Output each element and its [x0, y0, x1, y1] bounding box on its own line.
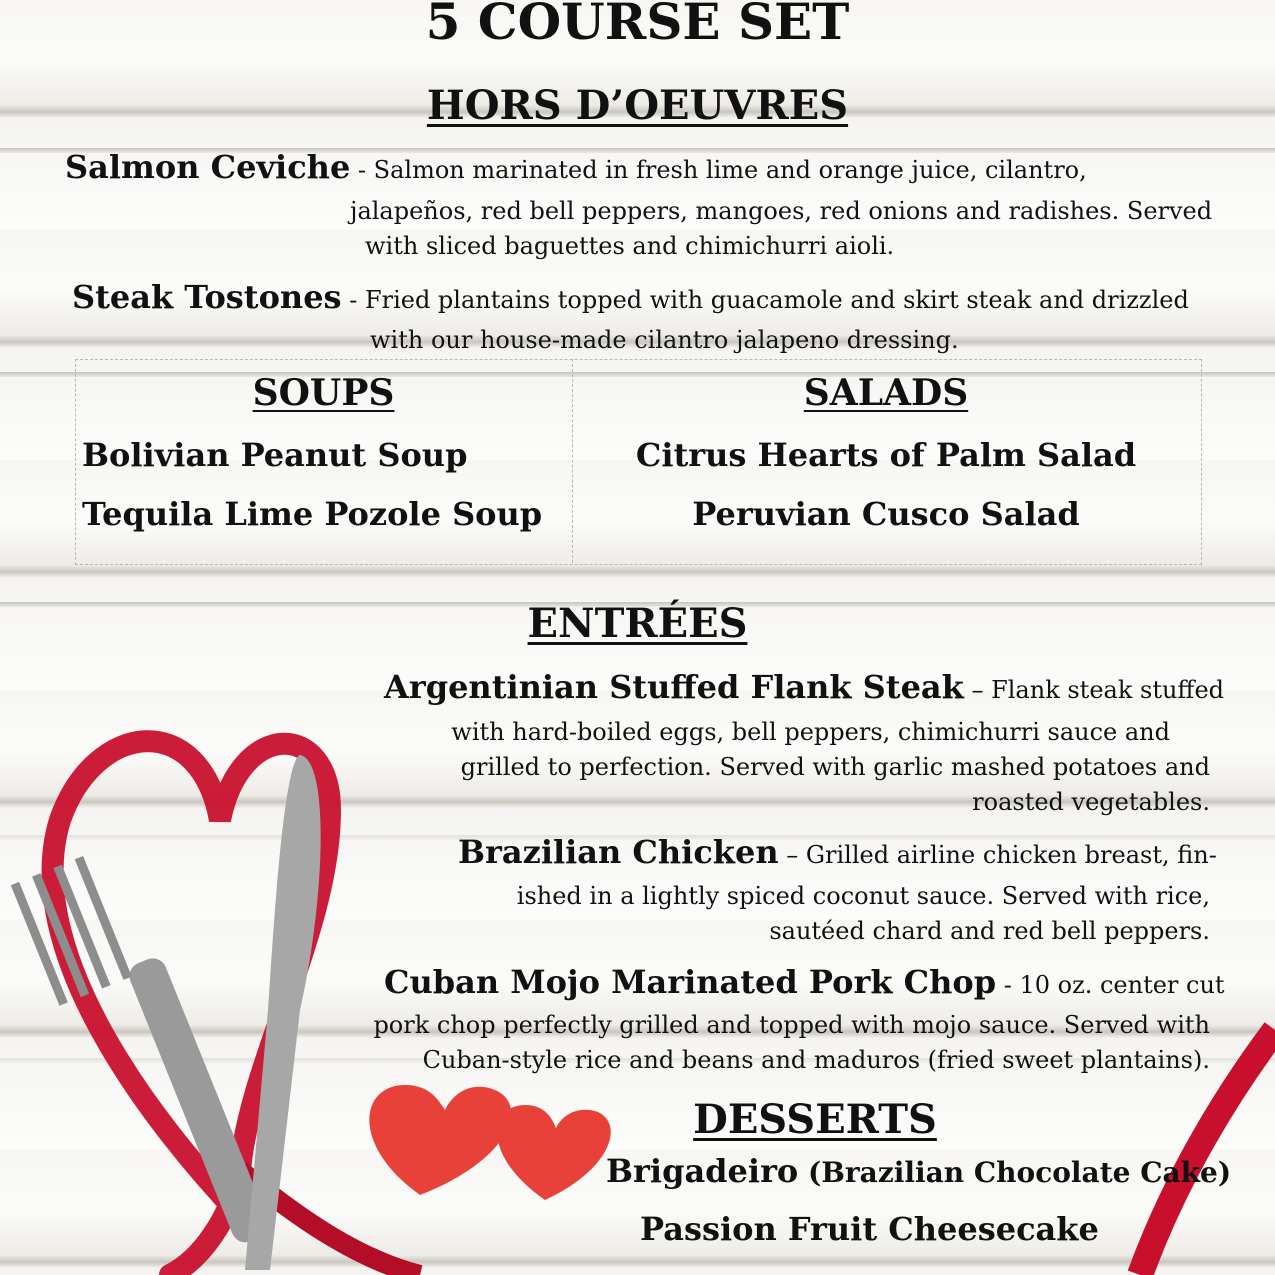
dish-name: Steak Tostones	[72, 278, 342, 316]
dish-desc: Grilled airline chicken breast, fin-	[805, 841, 1217, 869]
hors-heading: HORS D’OEUVRES	[426, 82, 849, 129]
entree-item-brazilian-chicken	[458, 835, 1217, 873]
dash-separator: -	[996, 971, 1020, 999]
dash-separator: -	[350, 156, 374, 184]
heart-icon	[369, 1085, 511, 1195]
dish-desc: with our house-made cilantro jalapeno dressing.	[370, 326, 959, 354]
entree-item-pork-chop	[384, 965, 1225, 1003]
desserts-heading: DESSERTS	[693, 1096, 937, 1143]
soup-item: Tequila Lime Pozole Soup	[82, 495, 543, 533]
salad-item: Citrus Hearts of Palm Salad	[635, 436, 1137, 474]
dish-name: Passion Fruit Cheesecake	[640, 1210, 1099, 1248]
dessert-item	[606, 1152, 1231, 1190]
hors-item-tostones	[72, 280, 1189, 318]
heart-icon	[497, 1105, 610, 1200]
dish-desc: ished in a lightly spiced coconut sauce. Served with rice,	[516, 882, 1210, 910]
page-title: 5 COURSE SET	[425, 0, 850, 51]
dish-name: Salmon Ceviche	[65, 148, 351, 186]
dash-separator: –	[778, 841, 806, 869]
dish-desc: 10 oz. center cut	[1019, 971, 1225, 999]
soups-heading: SOUPS	[252, 372, 395, 414]
dish-desc: with sliced baguettes and chimichurri aioli.	[365, 232, 895, 260]
dish-name: Cuban Mojo Marinated Pork Chop	[384, 963, 997, 1001]
dish-name: Argentinian Stuffed Flank Steak	[384, 668, 964, 706]
dish-desc: Flank steak stuffed	[991, 676, 1225, 704]
dish-desc: sautéed chard and red bell peppers.	[769, 917, 1210, 945]
salads-heading: SALADS	[803, 372, 969, 414]
dish-desc: with hard-boiled eggs, bell peppers, chimichurri sauce and	[451, 718, 1170, 746]
entree-item-flank-steak	[384, 670, 1224, 708]
dish-desc: grilled to perfection. Served with garlic mashed potatoes and	[460, 753, 1210, 781]
dish-desc: pork chop perfectly grilled and topped with mojo sauce. Served with	[373, 1011, 1210, 1039]
dish-desc: Fried plantains topped with guacamole and skirt steak and drizzled	[364, 286, 1189, 314]
dish-desc: Salmon marinated in fresh lime and orange juice, cilantro,	[373, 156, 1087, 184]
dash-separator: –	[963, 676, 992, 704]
fork-icon	[11, 856, 273, 1247]
dish-name: Brazilian Chicken	[458, 833, 779, 871]
soup-item: Bolivian Peanut Soup	[82, 436, 468, 474]
dish-desc: roasted vegetables.	[972, 788, 1210, 816]
entrees-heading: ENTRÉES	[527, 600, 748, 647]
dish-desc: Cuban-style rice and beans and maduros (fried sweet plantains).	[422, 1046, 1210, 1074]
dish-note: (Brazilian Chocolate Cake)	[798, 1156, 1232, 1189]
hors-item-ceviche	[65, 150, 1087, 188]
dash-separator: -	[341, 286, 365, 314]
dish-desc: jalapeños, red bell peppers, mangoes, red onions and radishes. Served	[350, 197, 1213, 225]
dessert-item	[640, 1210, 1099, 1248]
dish-name: Brigadeiro	[606, 1152, 799, 1190]
salad-item: Peruvian Cusco Salad	[692, 495, 1080, 533]
